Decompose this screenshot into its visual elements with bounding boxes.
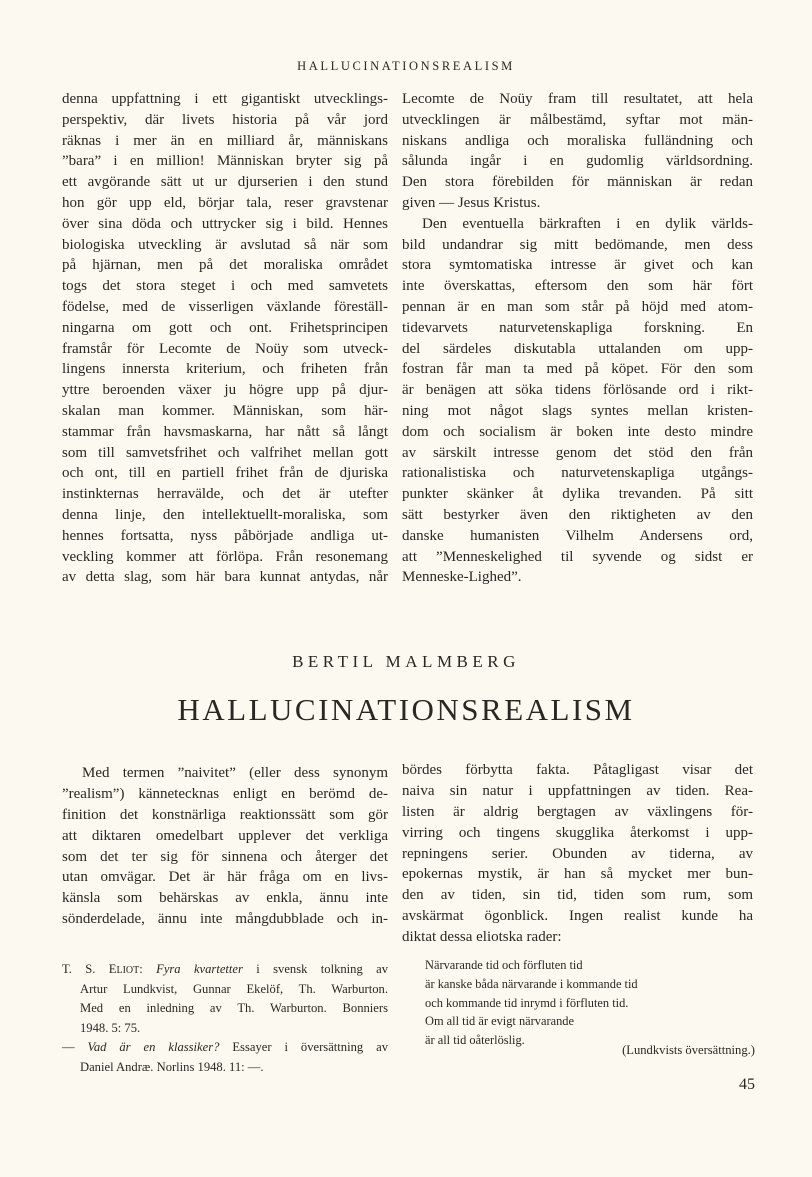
- text-line: av särskilt intresse genom det stöd den från: [402, 444, 753, 461]
- text-line: punkter skänker åt dylika trevanden. På sitt: [402, 486, 753, 503]
- text-line: finition det konstnärliga reaktionssätt som gör: [62, 806, 388, 823]
- article-left-column: [62, 763, 388, 930]
- footnote-text-span: :: [139, 962, 157, 976]
- text-line: som till samvetsfrihet och valfrihet mellan gott: [62, 444, 388, 461]
- text-line: stammar från havsmaskarna, har nått så långt: [62, 423, 388, 440]
- text-line: rationalistiska och naturvetenskapliga utgångs-: [402, 465, 753, 482]
- text-line: den av tiden, sin tid, tiden som rum, som: [402, 887, 753, 904]
- text-line: födelse, med de visserligen växlande föreställ-: [62, 298, 388, 315]
- text-line: denna linje, den intellektuellt-moraliska, som: [62, 506, 388, 523]
- poem-line: Om all tid är evigt närvarande: [425, 1014, 574, 1029]
- text-line: repningens serier. Obunden av tiderna, av: [402, 845, 753, 862]
- text-line: biologiska utveckling är avslutad så när som: [62, 236, 388, 253]
- text-line: yttre beroenden växer ju högre upp på djur-: [62, 382, 388, 399]
- poem-line: är kanske båda närvarande i kommande tid: [425, 976, 638, 991]
- poem-line: Närvarande tid och förfluten tid: [425, 958, 583, 972]
- text-line: räknas i mer än en milliard år, människans: [62, 132, 388, 149]
- text-line: del särdeles diskutabla uttalanden om upp-: [402, 340, 753, 357]
- footnote-text-span: —: [62, 1040, 88, 1054]
- text-line: Den eventuella bärkraften i en dylik världs-: [422, 215, 753, 232]
- page-number: 45: [739, 1076, 755, 1093]
- text-line: av detta slag, som här bara kunnat antydas, når: [62, 569, 388, 586]
- text-line: fostran får man ta med på köpet. För den som: [402, 361, 753, 378]
- poem-line: är all tid oåterlöslig.: [425, 1033, 525, 1048]
- footnote-text-span: Essayer i översättning av: [219, 1040, 389, 1054]
- text-line: ningarna om gott och ont. Frihetsprincipen: [62, 319, 388, 336]
- footnote-line: [62, 960, 388, 980]
- footnote-line: Artur Lundkvist, Gunnar Ekelöf, Th. Warburton.: [80, 981, 388, 996]
- poem-quotation: [425, 956, 755, 1050]
- footnote-line: Daniel Andræ. Norlins 1948. 11: —.: [80, 1059, 264, 1074]
- text-line: dom och socialism är boken inte desto mindre: [402, 423, 753, 440]
- text-line: ett avgörande sätt ut ur djurserien i den stund: [62, 174, 388, 191]
- footnote-line: [62, 1038, 388, 1058]
- text-line: bördes förbytta fakta. Påtagligast visar det: [402, 762, 753, 778]
- text-line: avskärmat ögonblick. Ingen realist kunde ha: [402, 908, 753, 925]
- footnote-text-span: Vad är en klassiker?: [87, 1040, 220, 1054]
- text-line: att ”Menneskelighed til syvende og sidst er: [402, 548, 753, 565]
- text-line: naiva sin natur i uppfattningen av tiden. Rea-: [402, 782, 753, 799]
- text-line: bild undandrar sig mitt bedömande, men dess: [402, 236, 753, 253]
- text-line: över sina döda och uttrycker sig i bild. Hennes: [62, 215, 388, 232]
- text-line: stora symtomatiska intresse är givet och kan: [402, 257, 753, 274]
- text-line: hennes fortsatta, nyss påbörjade andliga ut-: [62, 527, 388, 544]
- text-line: perspektiv, där livets historia på vår jord: [62, 111, 388, 128]
- running-head: HALLUCINATIONSREALISM: [297, 59, 515, 73]
- footnote-text-span: E: [108, 962, 117, 976]
- footnote-text-span: i svensk tolkning av: [242, 962, 388, 976]
- text-line: sönderdelade, ännu inte mångdubblade och in-: [62, 911, 388, 928]
- text-line: denna uppfattning i ett gigantiskt utvecklings-: [62, 91, 388, 107]
- text-line: virring och tingens skugglika återkomst i upp-: [402, 824, 753, 841]
- text-line: att diktaren omedelbart upplever det verkliga: [62, 827, 388, 844]
- poem-attribution: (Lundkvists översättning.): [622, 1043, 755, 1057]
- text-line: skalan man kommer. Människan, som här-: [62, 402, 388, 419]
- text-line: ”bara” i en million! Människan bryter sig på: [62, 153, 388, 170]
- text-line: inte överskattas, eftersom den som här fört: [402, 278, 753, 295]
- text-line: som det ter sig för sinnena och återger det: [62, 848, 388, 865]
- text-line: Menneske-Lighed”.: [402, 569, 522, 586]
- text-line: lingens innersta kriterium, och friheten från: [62, 361, 388, 378]
- article-author: BERTIL MALMBERG: [292, 652, 520, 671]
- text-line: pennan är en man som står på höjd med atom-: [402, 298, 753, 315]
- text-line: utvecklingen är målbestämd, syftar mot män-: [402, 111, 753, 128]
- footnote-text-span: T. S.: [62, 962, 109, 976]
- previous-article-right-column: [402, 89, 753, 588]
- footnote-line: 1948. 5: 75.: [80, 1020, 141, 1035]
- text-line: Med termen ”naivitet” (eller dess synonym: [82, 765, 388, 781]
- text-line: sätt bestyrker även den riktigheten av den: [402, 506, 753, 523]
- text-line: niskans andliga och moraliska fulländning och: [402, 132, 753, 149]
- text-line: tidevarvets naturvetenskapliga forskning. En: [402, 319, 753, 336]
- text-line: framstår för Lecomte de Noüy som utveck-: [62, 340, 388, 357]
- text-line: utan omvägar. Det är här fråga om en livs-: [62, 869, 388, 886]
- text-line: Den stora förebilden för människan är redan: [402, 174, 753, 191]
- text-line: hon gör upp eld, börjar tala, reser gravstenar: [62, 194, 388, 211]
- bibliographic-footnotes: [62, 960, 388, 1077]
- poem-line: och kommande tid inrymd i förfluten tid.: [425, 995, 629, 1010]
- text-line: på hjärnan, men på det moraliska området: [62, 257, 388, 274]
- text-line: given — Jesus Kristus.: [402, 194, 541, 211]
- text-line: är benägen att söka tidens förlösande ord i rikt-: [402, 382, 753, 399]
- footnote-line: Med en inledning av Th. Warburton. Bonniers: [80, 1001, 388, 1015]
- text-line: danske humanisten Vilhelm Andersens ord,: [402, 527, 753, 544]
- text-line: instinkternas herravälde, och det är utefter: [62, 486, 388, 503]
- text-line: epokernas mystik, är han så mycket mer bun-: [402, 866, 753, 883]
- text-line: veckling kommer att förlöpa. Från resonemang: [62, 548, 388, 565]
- text-line: ning mot något slags syntes mellan kristen-: [402, 402, 753, 419]
- previous-article-left-column: [62, 89, 388, 588]
- text-line: ”realism”) kännetecknas enligt en berömd de-: [62, 785, 388, 802]
- text-line: sålunda ingår i en gudomlig världsordning.: [402, 153, 753, 170]
- text-line: diktat dessa eliotska rader:: [402, 929, 562, 946]
- footnote-text-span: LIOT: [116, 965, 140, 976]
- text-line: listen är aldrig bergtagen av växlingens för-: [402, 803, 753, 820]
- footnote-text-span: Fyra kvartetter: [156, 962, 243, 976]
- article-right-column: [402, 760, 753, 948]
- text-line: Lecomte de Noüy fram till resultatet, att hela: [402, 91, 753, 107]
- text-line: togs det stora steget i och med samvetets: [62, 278, 388, 295]
- article-title: HALLUCINATIONSREALISM: [177, 692, 635, 727]
- text-line: och ont, till en partiell frihet från de djuriska: [62, 465, 388, 482]
- text-line: känsla som behärskas av enkla, ännu inte: [62, 890, 388, 907]
